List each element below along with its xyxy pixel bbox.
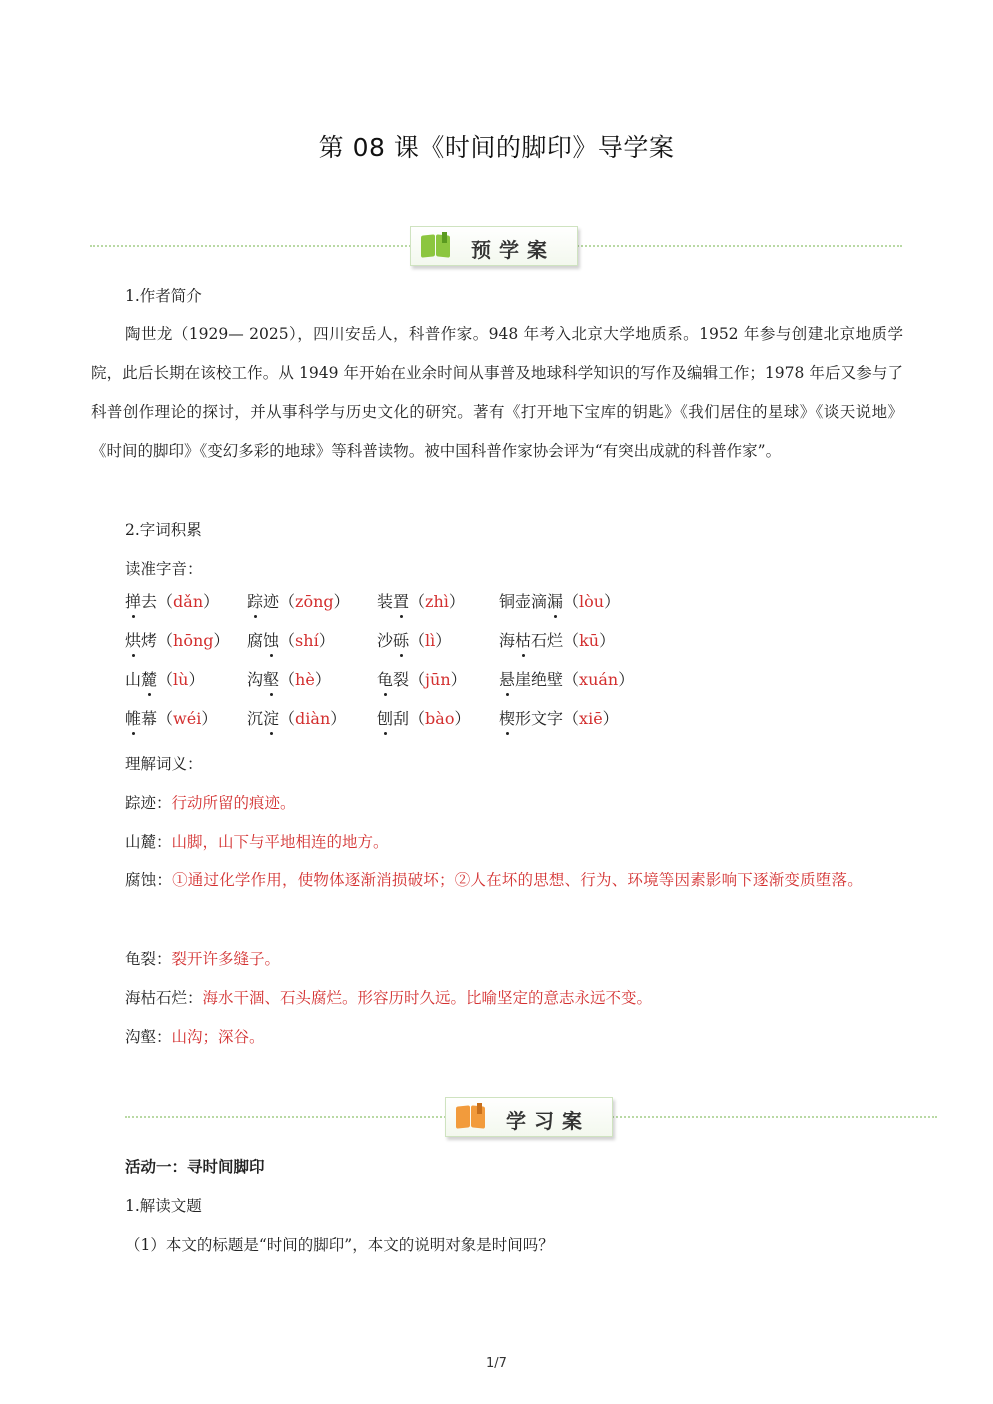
pronunciation-word: 海枯石烂（kū） xyxy=(499,631,616,650)
pinyin: lòu xyxy=(579,592,605,611)
pronunciation-word: 楔形文字（xiē） xyxy=(499,709,619,728)
pinyin: jūn xyxy=(425,670,451,689)
pinyin: bào xyxy=(425,709,455,728)
banner-label: 学习案 xyxy=(506,1109,590,1133)
banner-label: 预学案 xyxy=(471,238,555,262)
pinyin: shí xyxy=(295,631,319,650)
vocab-heading: 2.字词积累 xyxy=(125,521,202,539)
pronunciation-word: 沟壑（hè） xyxy=(247,670,331,689)
meaning-item: 沟壑：山沟；深谷。 xyxy=(125,1028,265,1046)
author-intro-paragraph: 陶世龙（1929— 2025），四川安岳人，科普作家。948 年考入北京大学地质系。1952 年参与创建北京地质学院，此后长期在该校工作。从 1949 年开始在业余时间从事普及地球科学知识的写作及编辑工作；1978 年后又参与了科普创作理论的探讨，并从事科学与历史文化的研究。著有《打开地下宝库的钥匙》《我们居住的星球》《谈天说地》《时间的脚印》《变幻多彩的地球》等科普读物。被中国科普作家协会评为“有突出成就的科普作家”。 xyxy=(91,325,903,460)
pinyin: diàn xyxy=(295,709,331,728)
pre-study-banner xyxy=(90,226,902,266)
page-title: 第 08 课《时间的脚印》导学案 xyxy=(318,133,675,162)
pinyin: dǎn xyxy=(173,592,204,611)
pinyin: hōng xyxy=(173,631,214,650)
pinyin: hè xyxy=(295,670,315,689)
activity-subheading: 1.解读文题 xyxy=(125,1197,202,1215)
meaning-item: 山麓：山脚，山下与平地相连的地方。 xyxy=(125,833,389,851)
meaning-item: 龟裂：裂开许多缝子。 xyxy=(125,950,281,968)
pronunciation-word: 装置（zhì） xyxy=(377,592,465,611)
study-banner xyxy=(125,1097,937,1137)
pronunciation-word: 刨刮（bào） xyxy=(377,709,471,728)
activity-question: （1）本文的标题是“时间的脚印”，本文的说明对象是时间吗？ xyxy=(125,1236,554,1254)
pronunciation-word: 沙砾（lì） xyxy=(377,631,452,650)
meaning-item: 海枯石烂：海水干涸、石头腐烂。形容历时久远。比喻坚定的意志永远不变。 xyxy=(125,989,653,1007)
pinyin: xuán xyxy=(579,670,619,689)
pronunciation-word: 烘烤（hōng） xyxy=(125,631,230,650)
book-icon xyxy=(454,1104,490,1130)
pinyin: zhì xyxy=(425,592,449,611)
page-number: 1/7 xyxy=(486,1356,507,1371)
activity-heading: 活动一：寻时间脚印 xyxy=(125,1158,265,1176)
pronunciation-word: 踪迹（zōng） xyxy=(247,592,350,611)
pinyin: lù xyxy=(173,670,189,689)
pinyin: zōng xyxy=(295,592,334,611)
pronunciation-word: 山麓（lù） xyxy=(125,670,205,689)
author-heading: 1.作者简介 xyxy=(125,287,202,305)
pronunciation-heading: 读准字音： xyxy=(125,560,203,578)
pronunciation-word: 帷幕（wéi） xyxy=(125,709,218,728)
pronunciation-word: 铜壶滴漏（lòu） xyxy=(499,592,621,611)
pronunciation-word: 掸去（dǎn） xyxy=(125,592,220,611)
pronunciation-word: 龟裂（jūn） xyxy=(377,670,467,689)
pinyin: kū xyxy=(579,631,600,650)
book-icon xyxy=(419,233,455,259)
meaning-item: 腐蚀：①通过化学作用，使物体逐渐消损破坏；②人在坏的思想、行为、环境等因素影响下逐渐变质堕落。 xyxy=(125,871,863,889)
pronunciation-word: 悬崖绝壁（xuán） xyxy=(499,670,635,689)
meaning-heading: 理解词义： xyxy=(125,755,203,773)
pinyin: wéi xyxy=(173,709,202,728)
pinyin: xiē xyxy=(579,709,603,728)
pronunciation-word: 沉淀（diàn） xyxy=(247,709,347,728)
pronunciation-word: 腐蚀（shí） xyxy=(247,631,335,650)
pinyin: lì xyxy=(425,631,436,650)
meaning-item: 踪迹：行动所留的痕迹。 xyxy=(125,794,296,812)
